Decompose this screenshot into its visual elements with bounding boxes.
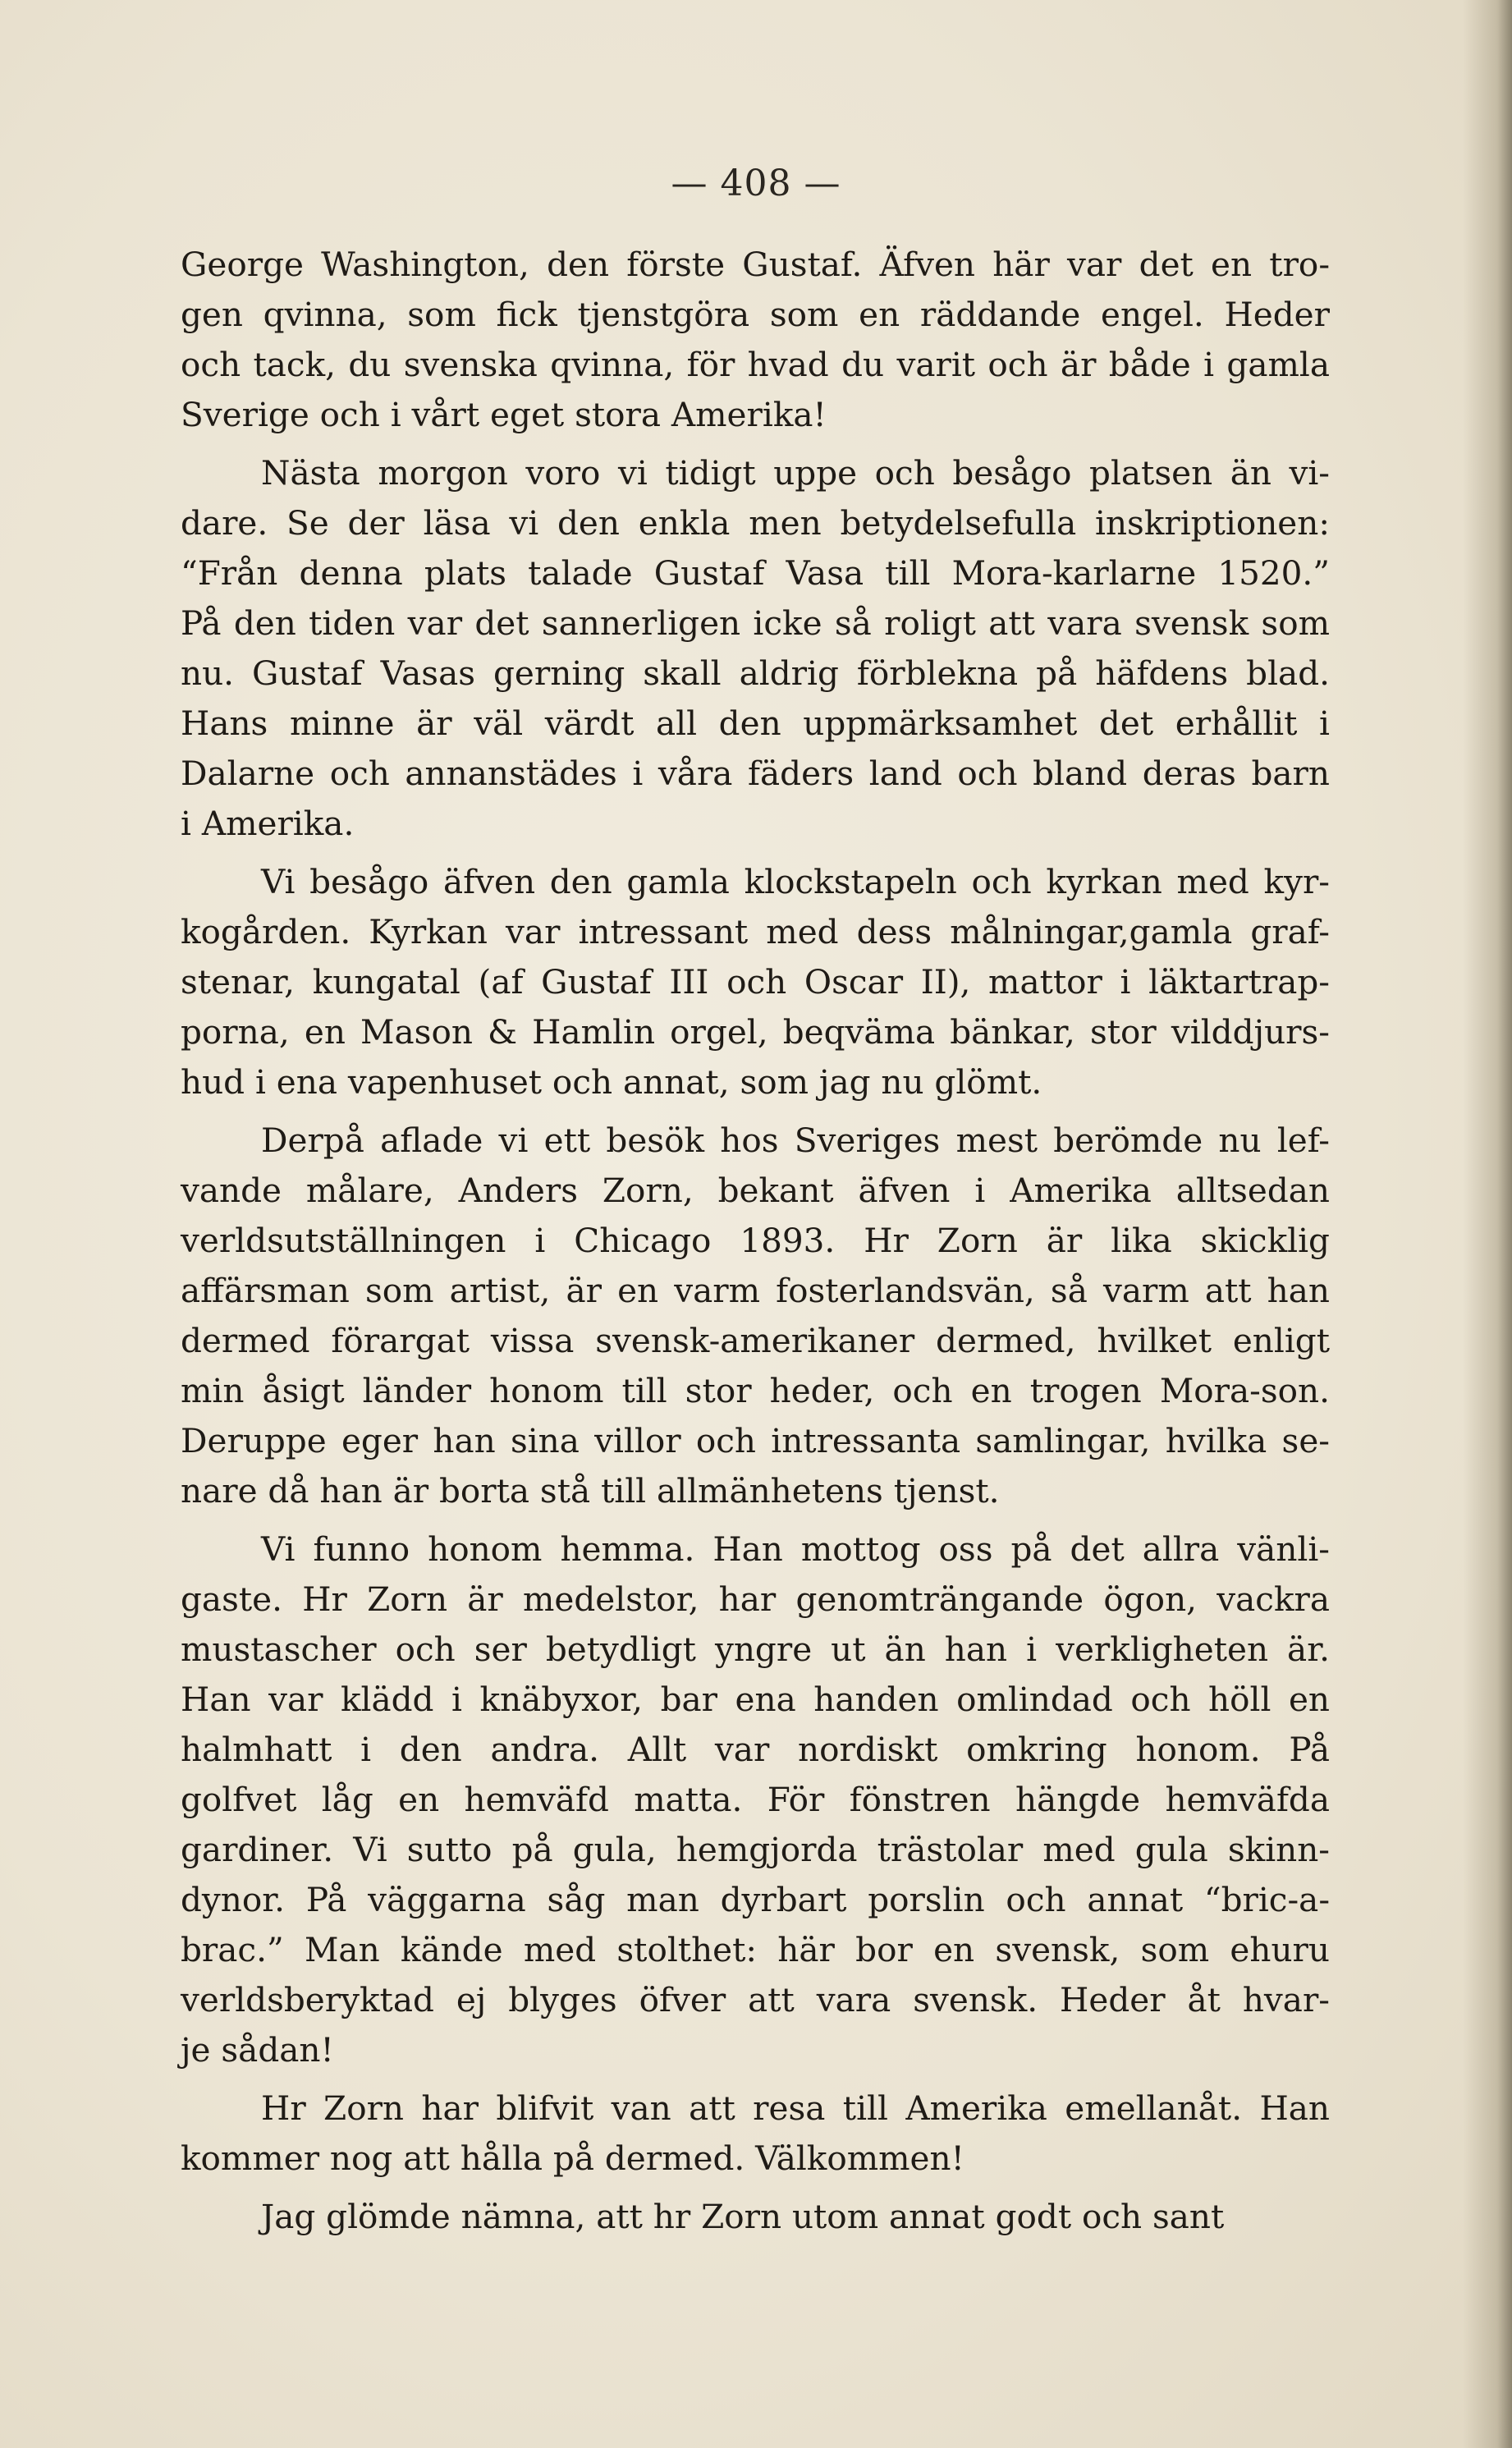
- text-line: Han var klädd i knäbyxor, bar ena handen omlindad och höll en: [181, 1680, 1330, 1719]
- paragraph: [181, 1524, 1330, 2075]
- paragraph: [181, 2084, 1330, 2184]
- text-line: golfvet låg en hemväfd matta. För fönstren hängde hemväfda: [181, 1780, 1330, 1819]
- text-line: vande målare, Anders Zorn, bekant äfven i Amerika alltsedan: [181, 1171, 1330, 1210]
- text-line: Dalarne och annanstädes i våra fäders land och bland deras barn: [181, 754, 1330, 793]
- text-line: stenar, kungatal (af Gustaf III och Oscar II), mattor i läktartrap-: [181, 962, 1330, 1002]
- text-line: Vi funno honom hemma. Han mottog oss på det allra vänli-: [261, 1529, 1330, 1569]
- text-line: porna, en Mason & Hamlin orgel, beqväma bänkar, stor vilddjurs-: [181, 1012, 1330, 1052]
- text-line: kommer nog att hålla på dermed. Välkommen!: [181, 2139, 964, 2178]
- text-line: nu. Gustaf Vasas gerning skall aldrig förblekna på häfdens blad.: [181, 653, 1330, 693]
- paragraph: [181, 448, 1330, 849]
- text-line: Jag glömde nämna, att hr Zorn utom annat godt och sant: [261, 2197, 1225, 2236]
- text-line: gardiner. Vi sutto på gula, hemgjorda trästolar med gula skinn-: [181, 1830, 1330, 1869]
- page-edge-shadow: [1463, 0, 1512, 2448]
- text-line: verldsutställningen i Chicago 1893. Hr Zorn är lika skicklig: [181, 1221, 1330, 1260]
- text-line: gen qvinna, som fick tjenstgöra som en räddande engel. Heder: [181, 295, 1330, 334]
- text-line: i Amerika.: [181, 804, 355, 843]
- paragraph: [181, 1116, 1330, 1516]
- paragraph: [181, 2192, 1330, 2242]
- text-line: gaste. Hr Zorn är medelstor, har genomträngande ögon, vackra: [181, 1579, 1330, 1619]
- paragraph: [181, 240, 1330, 440]
- text-line: affärsman som artist, är en varm fosterlandsvän, så varm att han: [181, 1271, 1330, 1310]
- text-line: halmhatt i den andra. Allt var nordiskt omkring honom. På: [181, 1730, 1330, 1769]
- text-line: Sverige och i vårt eget stora Amerika!: [181, 395, 827, 434]
- text-line: dermed förargat vissa svensk-amerikaner dermed, hvilket enligt: [181, 1321, 1330, 1360]
- text-line: Hans minne är väl värdt all den uppmärksamhet det erhållit i: [181, 704, 1330, 743]
- text-line: På den tiden var det sannerligen icke så roligt att vara svensk som: [181, 603, 1330, 643]
- text-line: Deruppe eger han sina villor och intressanta samlingar, hvilka se-: [181, 1421, 1330, 1460]
- text-line: Derpå aflade vi ett besök hos Sveriges mest berömde nu lef-: [261, 1121, 1330, 1160]
- text-line: Hr Zorn har blifvit van att resa till Amerika emellanåt. Han: [261, 2088, 1330, 2128]
- text-line: nare då han är borta stå till allmänhetens tjenst.: [181, 1471, 1000, 1511]
- text-line: verldsberyktad ej blyges öfver att vara svensk. Heder åt hvar-: [181, 1980, 1330, 2019]
- text-line: min åsigt länder honom till stor heder, och en trogen Mora-son.: [181, 1371, 1330, 1410]
- text-line: mustascher och ser betydligt yngre ut än han i verkligheten är.: [181, 1630, 1330, 1669]
- text-line: dynor. På väggarna såg man dyrbart porslin och annat “bric-a-: [181, 1880, 1330, 1919]
- text-line: “Från denna plats talade Gustaf Vasa till Mora-karlarne 1520.”: [181, 553, 1330, 593]
- text-line: hud i ena vapenhuset och annat, som jag nu glömt.: [181, 1062, 1042, 1102]
- text-line: je sådan!: [181, 2030, 334, 2070]
- text-line: dare. Se der läsa vi den enkla men betydelsefulla inskriptionen:: [181, 503, 1330, 543]
- body-text: [181, 240, 1330, 2250]
- text-line: och tack, du svenska qvinna, för hvad du varit och är både i gamla: [181, 345, 1330, 384]
- text-line: George Washington, den förste Gustaf. Äfven här var det en tro-: [181, 245, 1330, 284]
- text-line: brac.” Man kände med stolthet: här bor en svensk, som ehuru: [181, 1930, 1330, 1969]
- text-line: kogården. Kyrkan var intressant med dess målningar,gamla graf-: [181, 912, 1330, 951]
- page-number: — 408 —: [671, 163, 841, 204]
- paragraph: [181, 857, 1330, 1107]
- text-line: Nästa morgon voro vi tidigt uppe och besågo platsen än vi-: [261, 453, 1330, 493]
- text-line: Vi besågo äfven den gamla klockstapeln och kyrkan med kyr-: [261, 862, 1330, 901]
